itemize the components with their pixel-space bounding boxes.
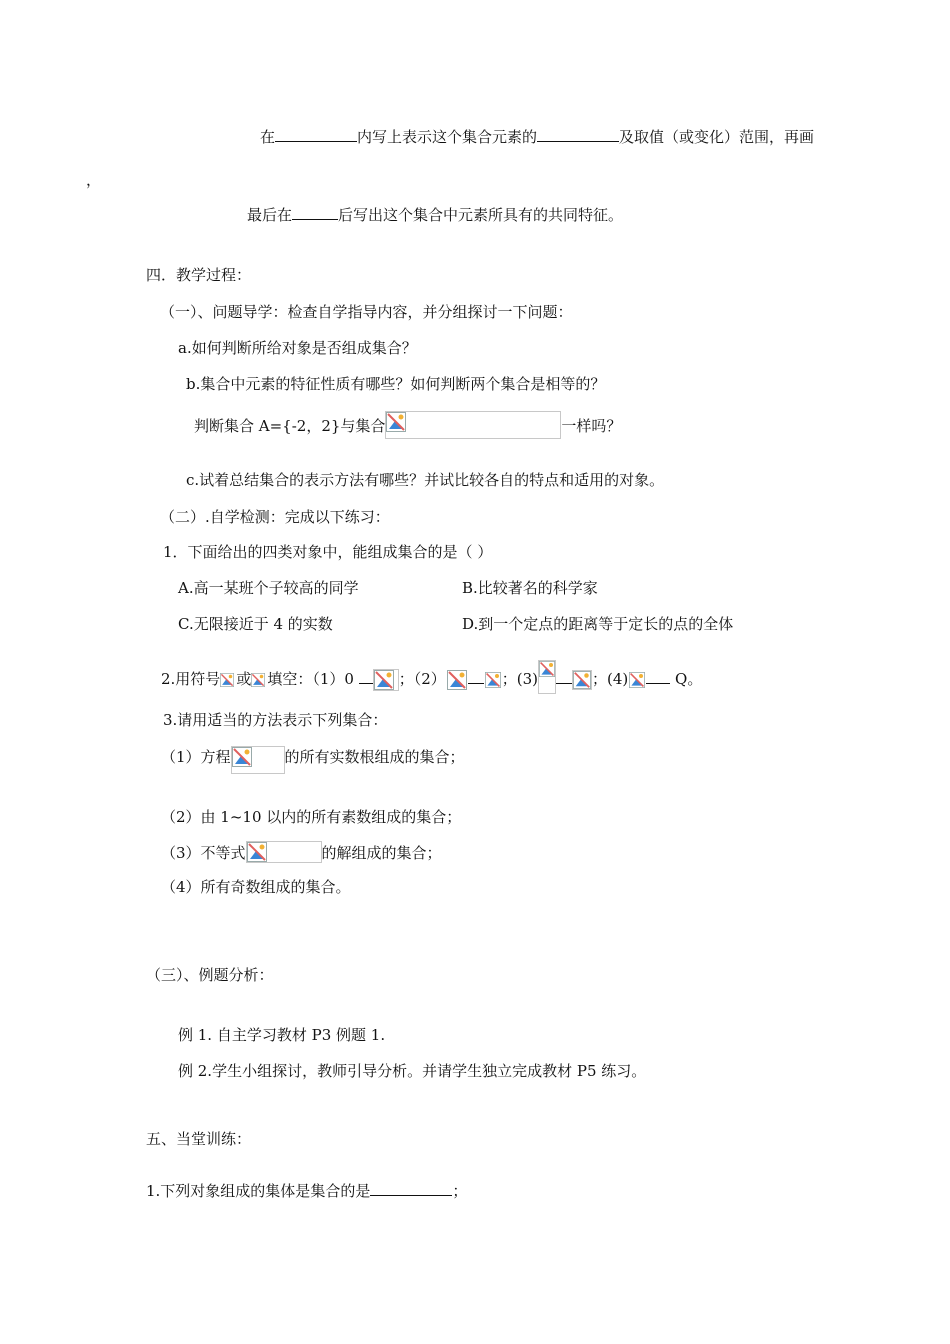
sub-2: （2）由 1~10 以内的所有素数组成的集合； <box>161 808 462 826</box>
blank <box>537 127 619 142</box>
example-1: 例 1. 自主学习教材 P3 例题 1. <box>178 1026 386 1044</box>
intro-line-1: 在 内写上表示这个集合元素的 及取值（或变化）范围，再画 <box>260 128 815 146</box>
exercise-1: 1．下面给出的四类对象中，能组成集合的是（ ） <box>163 543 493 561</box>
broken-image-icon <box>628 671 646 689</box>
broken-image-icon <box>231 746 285 774</box>
question-b-2: 判断集合 A={-2，2}与集合 一样吗？ <box>194 411 621 439</box>
broken-image-icon <box>251 672 267 688</box>
sub-4: （4）所有奇数组成的集合。 <box>161 878 351 896</box>
broken-image-icon <box>385 411 561 439</box>
example-2: 例 2.学生小组探讨，教师引导分析。并请学生独立完成教材 P5 练习。 <box>178 1062 647 1080</box>
question-c: c.试着总结集合的表示方法有哪些？并试比较各自的特点和适用的对象。 <box>186 471 665 489</box>
broken-image-icon <box>484 671 502 689</box>
blank <box>275 127 357 142</box>
blank <box>359 669 373 684</box>
option-c: C.无限接近于 4 的实数 <box>178 615 333 633</box>
section-5-title: 五、当堂训练： <box>146 1130 252 1148</box>
part-1-title: （一）、问题导学：检查自学指导内容，并分组探讨一下问题： <box>160 303 573 321</box>
part-3-title: （三）、例题分析： <box>146 966 274 984</box>
blank <box>292 205 338 220</box>
option-a: A.高一某班个子较高的同学 <box>178 579 359 597</box>
exercise-3: 3.请用适当的方法表示下列集合： <box>163 711 388 729</box>
intro-line-2: 最后在 后写出这个集合中元素所具有的共同特征。 <box>247 206 624 224</box>
training-1: 1.下列对象组成的集体是集合的是 ； <box>146 1182 468 1200</box>
section-4-title: 四．教学过程： <box>146 266 252 284</box>
broken-image-icon <box>246 841 322 863</box>
part-2-title: （二）.自学检测：完成以下练习： <box>160 508 390 526</box>
blank <box>556 669 572 684</box>
option-b: B.比较著名的科学家 <box>462 579 598 597</box>
broken-image-icon <box>572 670 592 690</box>
blank <box>468 669 484 684</box>
blank <box>646 669 670 684</box>
blank <box>370 1181 452 1196</box>
intro-comma: ， <box>86 171 102 189</box>
exercise-2: 2.用符号 或 填空：（1）0 ；（2） ；(3) ；(4) Q。 <box>161 660 702 694</box>
question-b: b.集合中元素的特征性质有哪些？如何判断两个集合是相等的？ <box>186 375 606 393</box>
sub-1: （1）方程 的所有实数根组成的集合； <box>161 746 465 774</box>
broken-image-icon <box>538 660 556 694</box>
broken-image-icon <box>373 669 399 691</box>
broken-image-icon <box>446 669 468 691</box>
option-d: D.到一个定点的距离等于定长的点的全体 <box>462 615 734 633</box>
broken-image-icon <box>220 672 236 688</box>
question-a: a.如何判断所给对象是否组成集合？ <box>178 339 417 357</box>
sub-3: （3）不等式 的解组成的集合； <box>161 841 442 863</box>
